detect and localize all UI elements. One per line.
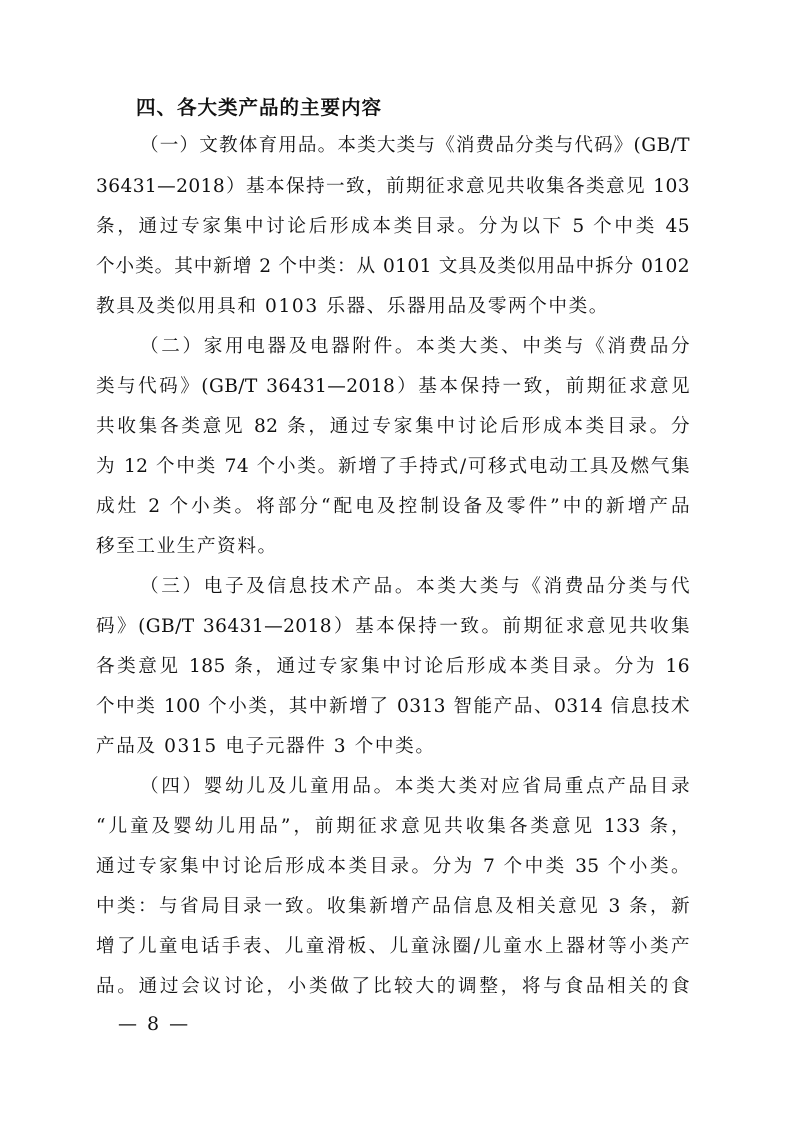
- paragraph-1-line-4: 个小类。其中新增 2 个中类：从 0101 文具及类似用品中拆分 0102: [96, 256, 690, 277]
- page-number: — 8 —: [118, 1013, 191, 1035]
- paragraph-3-line-1: （三）电子及信息技术产品。本类大类与《消费品分类与代: [140, 576, 690, 597]
- paragraph-2-line-3: 共收集各类意见 82 条，通过专家集中讨论后形成本类目录。分: [96, 416, 690, 437]
- paragraph-4-line-6: 品。通过会议讨论，小类做了比较大的调整，将与食品相关的食: [96, 976, 690, 997]
- paragraph-1-line-1: （一）文教体育用品。本类大类与《消费品分类与代码》(GB/T: [140, 135, 690, 156]
- paragraph-4-line-1: （四）婴幼儿及儿童用品。本类大类对应省局重点产品目录: [140, 776, 690, 797]
- paragraph-2-line-6: 移至工业生产资料。: [96, 536, 278, 557]
- paragraph-2-line-1: （二）家用电器及电器附件。本类大类、中类与《消费品分: [140, 336, 690, 357]
- paragraph-1-line-5: 教具及类似用具和 0103 乐器、乐器用品及零两个中类。: [96, 296, 610, 317]
- paragraph-4-line-5: 增了儿童电话手表、儿童滑板、儿童泳圈/儿童水上器材等小类产: [96, 936, 690, 957]
- paragraph-4-line-2: “儿童及婴幼儿用品”，前期征求意见共收集各类意见 133 条，: [96, 816, 690, 837]
- paragraph-3-line-4: 个中类 100 个小类，其中新增了 0313 智能产品、0314 信息技术: [96, 696, 690, 717]
- paragraph-3-line-3: 各类意见 185 条，通过专家集中讨论后形成本类目录。分为 16: [96, 656, 690, 677]
- paragraph-4-line-4: 中类：与省局目录一致。收集新增产品信息及相关意见 3 条，新: [96, 896, 690, 917]
- paragraph-4-line-3: 通过专家集中讨论后形成本类目录。分为 7 个中类 35 个小类。: [96, 856, 690, 877]
- paragraph-1-line-2: 36431—2018）基本保持一致，前期征求意见共收集各类意见 103: [96, 176, 690, 197]
- section-heading: 四、各大类产品的主要内容: [136, 96, 383, 119]
- paragraph-3-line-5: 产品及 0315 电子元器件 3 个中类。: [96, 736, 436, 757]
- paragraph-3-line-2: 码》(GB/T 36431—2018）基本保持一致。前期征求意见共收集: [96, 616, 690, 637]
- paragraph-1-line-3: 条，通过专家集中讨论后形成本类目录。分为以下 5 个中类 45: [96, 216, 690, 237]
- paragraph-2-line-4: 为 12 个中类 74 个小类。新增了手持式/可移式电动工具及燃气集: [96, 456, 690, 477]
- paragraph-2-line-2: 类与代码》(GB/T 36431—2018）基本保持一致，前期征求意见: [96, 376, 690, 397]
- paragraph-2-line-5: 成灶 2 个小类。将部分“配电及控制设备及零件”中的新增产品: [96, 496, 690, 517]
